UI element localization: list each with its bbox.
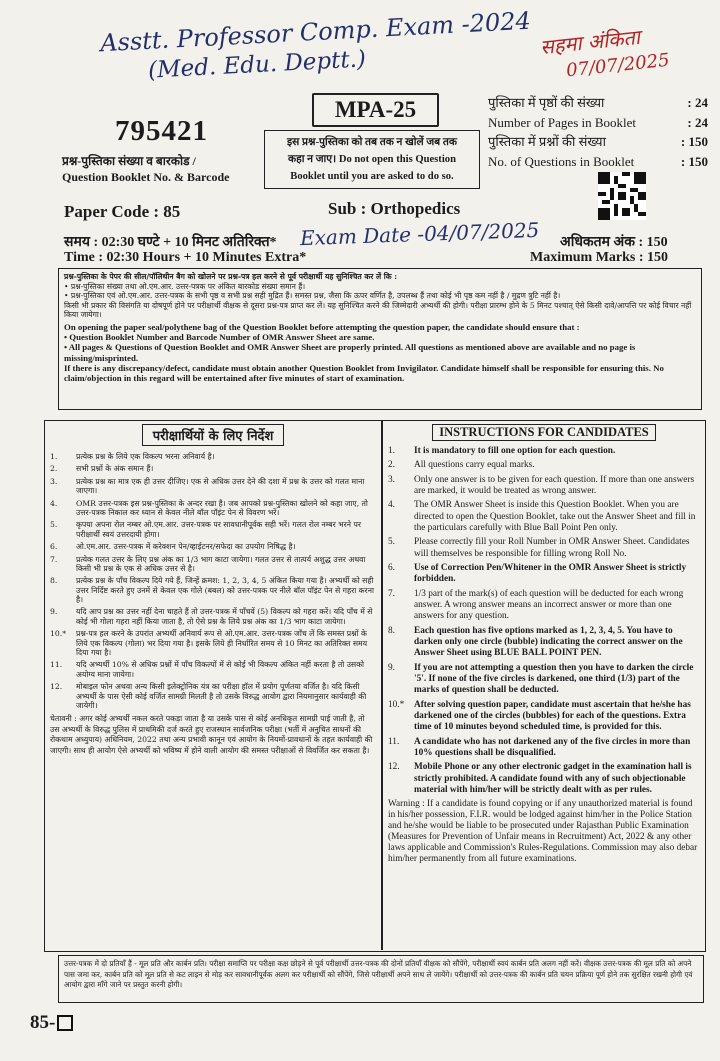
instruction-hi-item: [50, 629, 376, 657]
notice-hi-bullet-2: • प्रश्न-पुस्तिका एवं ओ.एम.आर. उत्तर-पत्रक के सभी पृष्ठ व सभी प्रश्न सही मुद्रित हैं। समस्त प्रश्न, जैसा कि ऊपर वर्णित है, उपलब्ध हैं तथा कोई भी पृष्ठ कम नहीं है / मुद्रण त्रुटि नहीं है।: [64, 291, 561, 301]
handwritten-exam-date: Exam Date -04/07/2025: [299, 217, 540, 251]
questions-value-hi: : 150: [680, 134, 708, 149]
instructions-en-list: [388, 446, 700, 796]
instruction-hi-item-text: यदि आप प्रश्न का उत्तर नहीं देना चाहते हैं तो उत्तर-पत्रक में पाँचवें (5) विकल्प को गहरा करें। यदि पाँच में से कोई भी गोला गहरा नहीं किया जाता है, तो ऐसे प्रश्न के लिये प्रश्न अंक का 1/3 भाग काटा जायेगा।: [76, 607, 373, 626]
instruction-en-item-text: The OMR Answer Sheet is inside this Question Booklet. When you are directed to open the Question Booklet, take out the Answer Sheet and fill in the particulars carefully with Blue Ball Point Pen only.: [414, 500, 696, 533]
page-code-text: 85-: [30, 1012, 56, 1033]
instruction-hi-item-number: 1.: [50, 452, 58, 461]
instruction-en-item: [388, 446, 700, 457]
instruction-hi-item-number: 9.: [50, 607, 58, 617]
column-divider: [381, 420, 383, 950]
instruction-en-item: [388, 563, 700, 586]
instruction-hi-item: [50, 542, 376, 551]
instruction-en-item-text: It is mandatory to fill one option for each question.: [414, 446, 616, 456]
instruction-en-item-text: After solving question paper, candidate must ascertain that he/she has darkened one of the circles (bubbles) for each of the questions. Extra time of 10 minutes beyond scheduled time, is provided for this.: [414, 699, 691, 733]
instruction-hi-item: [50, 555, 376, 574]
page-code: [30, 1012, 73, 1034]
instruction-hi-item-number: 5.: [50, 520, 58, 530]
instruction-hi-item-number: 10.*: [50, 629, 67, 639]
instruction-en-item: [388, 737, 700, 760]
instructions-english-column: [388, 424, 700, 946]
instruction-hi-item-text: प्रश्न-पत्र हल करने के उपरांत अभ्यर्थी अनिवार्य रूप से ओ.एम.आर. उत्तर-पत्रक जाँच लें कि समस्त प्रश्नों के लिये एक विकल्प (गोला) भर दिया गया है। इसके लिये ही निर्धारित समय से 10 मिनट का अतिरिक्त समय दिया गया है।: [76, 629, 368, 658]
instruction-hi-item-number: 12.: [50, 682, 63, 692]
notice-hi-bullet-1: • प्रश्न-पुस्तिका संख्या तथा ओ.एम.आर. उत्तर-पत्रक पर अंकित बारकोड संख्या समान हैं।: [64, 281, 306, 291]
instruction-hi-item: [50, 520, 376, 539]
instruction-en-item-text: Please correctly fill your Roll Number in OMR Answer Sheet. Candidates will themselves be responsible for filling wrong Roll No.: [414, 537, 690, 559]
instruction-hi-item-text: यदि अभ्यर्थी 10% से अधिक प्रश्नों में पाँच विकल्पों में से कोई भी विकल्प अंकित नहीं करता है तो उसको अयोग्य माना जायेगा।: [76, 660, 364, 679]
instruction-hi-item: [50, 499, 376, 518]
instruction-hi-item: [50, 682, 376, 710]
instruction-hi-item-number: 6.: [50, 542, 58, 552]
instruction-hi-item-number: 3.: [50, 476, 58, 486]
booklet-stats: [488, 93, 708, 171]
instruction-en-item: [388, 475, 700, 498]
handwritten-title-line2: (Med. Edu. Deptt.): [147, 46, 367, 84]
signature-date: 07/07/2025: [565, 49, 671, 82]
opening-notice: [58, 268, 702, 410]
questions-value-en: : 150: [680, 153, 708, 169]
instruction-en-item: [388, 460, 700, 471]
signature: सहमा अंकिता: [539, 24, 642, 60]
instruction-hi-item: [50, 607, 376, 626]
qr-code-icon: [598, 172, 646, 220]
instructions-en-title: INSTRUCTIONS FOR CANDIDATES: [432, 424, 656, 441]
instruction-hi-item: [50, 660, 376, 679]
footer-note: उत्तर-पत्रक में दो प्रतियाँ हैं - मूल प्रति और कार्बन प्रति। परीक्षा समाप्ति पर परीक्षा कक्ष छोड़ने से पूर्व परीक्षार्थी उत्तर-पत्रक की दोनों प्रतियाँ वीक्षक को सौंपेंगे, परीक्षार्थी स्वयं कार्बन प्रति अलग नहीं करें। वीक्षक उत्तर-पत्रक की मूल प्रति को अपने पास जमा कर, कार्बन प्रति को मूल प्रति से कट लाइन से मोड़ कर सावधानीपूर्वक अलग कर परीक्षार्थी को सौंपेंगे, जिसे परीक्षार्थी अपने साथ ले जायेंगे। परीक्षार्थी को उत्तर-पत्रक की कार्बन प्रति चयन प्रक्रिया पूर्ण होने तक सुरक्षित रखनी होगी एवं आयोग द्वारा माँगे जाने पर प्रस्तुत करनी होगी।: [58, 955, 704, 1003]
booklet-label-en: Question Booklet No. & Barcode: [62, 170, 230, 184]
instruction-en-item-text: If you are not attempting a question then you have to darken the circle '5'. If none of the five circles is darkened, one third (1/3) part of the marks of question shall be deducted.: [414, 662, 694, 696]
instruction-hi-item-text: प्रत्येक प्रश्न के लिये एक विकल्प भरना अनिवार्य है।: [76, 452, 215, 461]
instruction-hi-item-number: 4.: [50, 498, 58, 508]
handwritten-title-line1: Asstt. Professor Comp. Exam -2024: [99, 6, 532, 58]
warning-line-mixed: कहा न जाए। Do not open this Question: [288, 154, 456, 165]
time-hi: समय : 02:30 घण्टे + 10 मिनट अतिरिक्त*: [64, 235, 277, 250]
instruction-hi-item-text: प्रत्येक प्रश्न के पाँच विकल्प दिये गये हैं, जिन्हें क्रमश: 1, 2, 3, 4, 5 अंकित किया गया है। अभ्यर्थी को सही उत्तर निर्दिष्ट करते हुए उनमें से केवल एक गोले (बबल) को उत्तर-पत्रक पर नीले बॉल पॉइंट पेन से गहरा करना है।: [76, 576, 374, 605]
pages-value-en: : 24: [687, 114, 708, 130]
max-marks-hi: अधिकतम अंक : 150: [560, 235, 668, 250]
instruction-en-item-number: 2.: [388, 460, 395, 471]
time-en: Time : 02:30 Hours + 10 Minutes Extra*: [64, 250, 307, 265]
instruction-en-item-number: 4.: [388, 500, 395, 511]
instruction-hi-item-text: मोबाइल फोन अथवा अन्य किसी इलेक्ट्रोनिक यंत्र का परीक्षा हॉल में प्रयोग पूर्णतया वर्जित है। यदि किसी अभ्यर्थी के पास ऐसी कोई वर्जित सामग्री मिलती है तो उसके विरुद्ध आयोग द्वारा नियमानुसार कार्यवाही की जायेगी।: [76, 682, 367, 710]
instruction-en-item: [388, 663, 700, 697]
instruction-en-item-number: 11.: [388, 736, 400, 747]
qr-code: [598, 172, 646, 224]
instruction-en-item: [388, 700, 700, 734]
instruction-en-item: [388, 537, 700, 560]
notice-en-bullet-2-text: All pages & Questions of Question Booklet and OMR Answer Sheet are properly printed. All questions as mentioned above are available and no page is missing/misprinted.: [64, 342, 636, 363]
instruction-en-item-number: 9.: [388, 662, 395, 673]
instruction-en-item-number: 7.: [388, 588, 395, 599]
instruction-en-item-number: 6.: [388, 562, 395, 573]
instruction-en-item-text: Mobile Phone or any other electronic gadget in the examination hall is strictly prohibited. A candidate found with any of such objectionable material with him/her will be strictly dealt with as per rules.: [414, 762, 692, 795]
notice-en-para: If there is any discrepancy/defect, candidate must obtain another Question Booklet from Invigilator. Candidate himself shall be responsible for ensuring this. No claim/objection in this regard will be entertained after five minutes of start of examination.: [64, 362, 664, 383]
instruction-hi-item-number: 8.: [50, 576, 58, 586]
series-code: MPA-25: [312, 93, 439, 127]
instruction-hi-item-number: 7.: [50, 554, 58, 564]
page-code-box-icon: [57, 1015, 73, 1031]
instruction-en-item: [388, 762, 700, 796]
notice-en-intro: On opening the paper seal/polythene bag of the Question Booklet before attempting the question paper, the candidate should ensure that :: [64, 321, 580, 332]
instruction-hi-item-text: प्रत्येक गलत उत्तर के लिए प्रश्न अंक का 1/3 भाग काटा जायेगा। गलत उत्तर से तात्पर्य अशुद्ध उत्तर अथवा किसी भी प्रश्न के एक से अधिक उत्तर से है।: [76, 554, 366, 573]
instruction-en-item-number: 3.: [388, 474, 395, 485]
questions-label-en: No. of Questions in Booklet: [488, 153, 635, 169]
do-not-open-warning: [264, 130, 480, 189]
instruction-en-item: [388, 589, 700, 623]
instruction-en-item-number: 12.: [388, 762, 400, 773]
instruction-hi-item-text: सभी प्रश्नों के अंक समान हैं।: [76, 464, 154, 474]
subject: Sub : Orthopedics: [328, 199, 461, 218]
max-marks-en: Maximum Marks : 150: [530, 250, 669, 265]
instruction-en-item-text: Each question has five options marked as 1, 2, 3, 4, 5. You have to darken only one circle (bubble) indicating the correct answer on the Answer Sheet using BLUE BALL POINT PEN.: [414, 625, 683, 659]
instructions-hindi-column: [50, 424, 376, 946]
instruction-hi-item-number: 11.: [50, 660, 63, 670]
notice-en-bullet-1-text: Question Booklet Number and Barcode Number of OMR Answer Sheet are same.: [69, 332, 375, 343]
instruction-hi-item: [50, 452, 376, 461]
instruction-en-item-number: 5.: [388, 537, 395, 548]
warning-line-hi: इस प्रश्न-पुस्तिका को तब तक न खोलें जब तक: [286, 137, 458, 148]
instruction-en-item-text: Use of Correction Pen/Whitener in the OMR Answer Sheet is strictly forbidden.: [414, 562, 687, 585]
instructions-hi-list: [50, 452, 376, 710]
instructions-hi-warning: चेतावनी : अगर कोई अभ्यर्थी नकल करते पकड़ा जाता है या उसके पास से कोई अनधिकृत सामग्री पाई जाती है, तो उस अभ्यर्थी के विरुद्ध पुलिस में प्राथमिकी दर्ज करते हुए राजस्थान सार्वजनिक परीक्षा (भर्ती में अनुचित साधनों की रोकथाम अध्युपाय) अधिनियम, 2022 तथा अन्य प्रभावी कानून एवं आयोग के नियमों-प्रावधानों के तहत कार्यवाही की जाएगी। साथ ही आयोग ऐसे अभ्यर्थी को भविष्य में होने वाली आयोग की समस्त परीक्षाओं से विवर्जित कर सकता है।: [50, 714, 373, 755]
instruction-en-item: [388, 626, 700, 660]
paper-code: Paper Code : 85: [64, 202, 181, 221]
notice-en-bullet-2: • All pages & Questions of Question Booklet and OMR Answer Sheet are properly printed. All questions as mentioned above are available and no page is missing/misprinted.: [64, 342, 636, 363]
notice-hi-bullet-1-text: प्रश्न-पुस्तिका संख्या तथा ओ.एम.आर. उत्तर-पत्रक पर अंकित बारकोड संख्या समान हैं।: [70, 281, 306, 291]
instructions-en-warning: Warning : If a candidate is found copying or if any unauthorized material is found in his/her possession, F.I.R. would be lodged against him/her in the Police Station and he/she would be liable to be prosecuted under Rajasthan Public Examination (Measures for Prevention of Unfair means in Recruitment) Act, 2022 & any other laws applicable and Commission's Rules-Regulations. Commission may also debar him/her permanently from all future examinations.: [388, 799, 698, 865]
booklet-label-hi: प्रश्न-पुस्तिका संख्या व बारकोड /: [62, 154, 196, 168]
instruction-en-item-text: Only one answer is to be given for each question. If more than one answers are marked, it would be treated as wrong answer.: [414, 474, 695, 496]
notice-hi-para: किसी भी प्रकार की विसंगति या दोषपूर्ण होने पर परीक्षार्थी वीक्षक से दूसरा प्रश्न-पत्र प्राप्त कर लें। यह सुनिश्चित करने की जिम्मेदारी अभ्यर्थी की होगी। परीक्षा प्रारम्भ होने के 5 मिनट पश्चात् ऐसे किसी दावे/आपत्ति पर कोई विचार नहीं किया जायेगा।: [64, 300, 692, 320]
instruction-hi-item-text: OMR उत्तर-पत्रक इस प्रश्न-पुस्तिका के अन्दर रखा है। जब आपको प्रश्न-पुस्तिका खोलने को कहा जाए, तो उत्तर-पत्रक निकाल कर ध्यान से केवल नीले बॉल पॉइंट पेन से विवरण भरें।: [76, 498, 368, 517]
instruction-en-item-text: A candidate who has not darkened any of the five circles in more than 10% questions shall be disqualified.: [414, 736, 691, 758]
instruction-hi-item: [50, 464, 376, 473]
instruction-en-item-text: 1/3 part of the mark(s) of each question will be deducted for each wrong answer. A wrong answer means an incorrect answer or more than one answers for any question.: [414, 588, 684, 622]
instruction-en-item-number: 1.: [388, 446, 395, 456]
notice-hi-bullet-2-text: प्रश्न-पुस्तिका एवं ओ.एम.आर. उत्तर-पत्रक के सभी पृष्ठ व सभी प्रश्न सही मुद्रित हैं। समस्त प्रश्न, जैसा कि ऊपर वर्णित है, उपलब्ध हैं तथा कोई भी पृष्ठ कम नहीं है / मुद्रण त्रुटि नहीं है।: [70, 291, 561, 301]
pages-label-hi: पुस्तिका में पृष्ठों की संख्या: [488, 95, 605, 110]
notice-hi-intro: प्रश्न-पुस्तिका के पेपर की सील/पॉलिथीन बैग को खोलने पर प्रश्न-पत्र हल करने से पूर्व परीक्षार्थी यह सुनिश्चित कर लें कि :: [64, 272, 398, 281]
instruction-en-item-number: 10.*: [388, 699, 405, 710]
instruction-en-item-text: All questions carry equal marks.: [414, 460, 535, 471]
notice-en-bullet-1: • Question Booklet Number and Barcode Number of OMR Answer Sheet are same.: [64, 332, 375, 343]
pages-label-en: Number of Pages in Booklet: [488, 114, 637, 130]
instruction-hi-item-text: ओ.एम.आर. उत्तर-पत्रक में करेक्शन पेन/व्हाईटनर/सफेदा का उपयोग निषिद्ध है।: [76, 542, 296, 552]
instruction-hi-item: [50, 576, 376, 604]
booklet-number: 795421: [115, 115, 208, 147]
questions-label-hi: पुस्तिका में प्रश्नों की संख्या: [488, 134, 606, 149]
instruction-hi-item: [50, 477, 376, 496]
instruction-en-item-number: 8.: [388, 625, 395, 636]
pages-value-hi: : 24: [687, 95, 708, 110]
instruction-hi-item-text: प्रत्येक प्रश्न का मात्र एक ही उत्तर दीजिए। एक से अधिक उत्तर देने की दशा में प्रश्न के उत्तर को गलत माना जाएगा।: [76, 476, 365, 496]
instruction-hi-item-number: 2.: [50, 464, 58, 474]
instruction-hi-item-text: कृपया अपना रोल नम्बर ओ.एम.आर. उत्तर-पत्रक पर सावधानीपूर्वक सही भरें। गलत रोल नम्बर भरने पर परीक्षार्थी स्वयं उत्तरदायी होगा।: [76, 520, 362, 539]
instruction-en-item: [388, 500, 700, 534]
warning-line-en: Booklet until you are asked to do so.: [290, 171, 454, 182]
instructions-hi-title: परीक्षार्थियों के लिए निर्देश: [142, 424, 285, 446]
